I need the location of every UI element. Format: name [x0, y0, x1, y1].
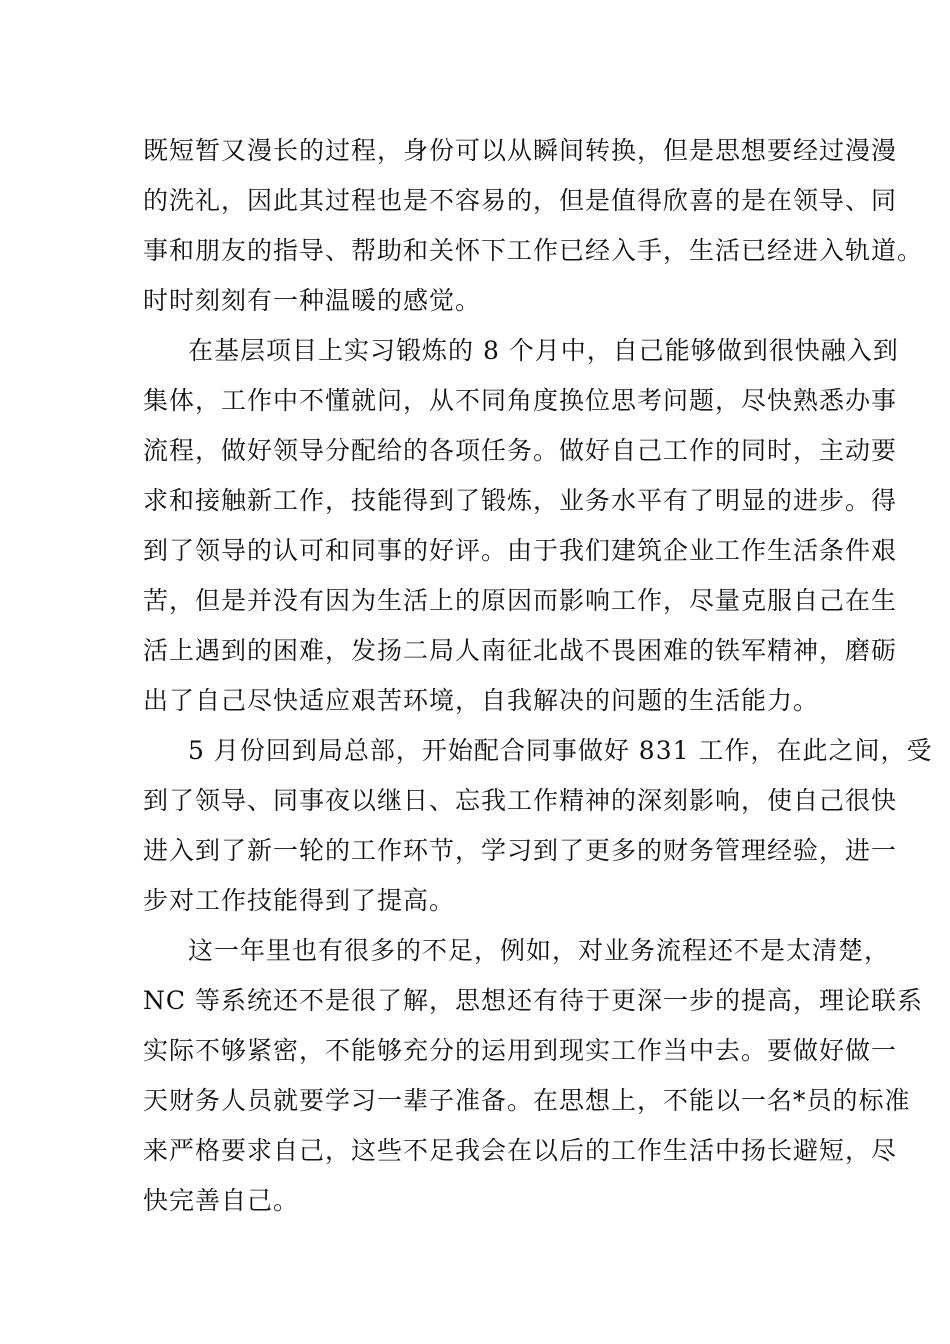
text-line: 集体，工作中不懂就问，从不同角度换位思考问题，尽快熟悉办事 [143, 386, 898, 415]
text-line: 步对工作技能得到了提高。 [143, 886, 456, 915]
text-line: 的洗礼，因此其过程也是不容易的，但是值得欣喜的是在领导、同 [143, 186, 898, 215]
text-line: 活上遇到的困难，发扬二局人南征北战不畏困难的铁军精神，磨砺 [143, 636, 898, 665]
text-line: 进入到了新一轮的工作环节，学习到了更多的财务管理经验，进一 [143, 836, 898, 865]
text-line: 来严格要求自己，这些不足我会在以后的工作生活中扬长避短，尽 [143, 1136, 898, 1165]
text-line: 苦，但是并没有因为生活上的原因而影响工作，尽量克服自己在生 [143, 586, 898, 615]
text-line: 实际不够紧密，不能够充分的运用到现实工作当中去。要做好做一 [143, 1036, 898, 1065]
text-line: 天财务人员就要学习一辈子准备。在思想上，不能以一名*员的标准 [143, 1086, 911, 1115]
text-line: 时时刻刻有一种温暖的感觉。 [143, 286, 482, 315]
text-line: 到了领导的认可和同事的好评。由于我们建筑企业工作生活条件艰 [143, 536, 898, 565]
paragraph-start-line: 在基层项目上实习锻炼的 8 个月中，自己能够做到很快融入到 [188, 336, 899, 365]
paragraph-start-line: 5 月份回到局总部，开始配合同事做好 831 工作，在此之间，受 [188, 736, 933, 765]
text-line: 快完善自己。 [143, 1186, 300, 1215]
text-line: 既短暂又漫长的过程，身份可以从瞬间转换，但是思想要经过漫漫 [143, 136, 898, 165]
text-line: 流程，做好领导分配给的各项任务。做好自己工作的同时，主动要 [143, 436, 898, 465]
text-line: 求和接触新工作，技能得到了锻炼，业务水平有了明显的进步。得 [143, 486, 898, 515]
text-line: 到了领导、同事夜以继日、忘我工作精神的深刻影响，使自己很快 [143, 786, 898, 815]
paragraph-start-line: 这一年里也有很多的不足，例如，对业务流程还不是太清楚， [188, 936, 891, 965]
text-line: 出了自己尽快适应艰苦环境，自我解决的问题的生活能力。 [143, 686, 820, 715]
text-line: NC 等系统还不是很了解，思想还有待于更深一步的提高，理论联系 [143, 986, 923, 1015]
text-line: 事和朋友的指导、帮助和关怀下工作已经入手，生活已经进入轨道。 [143, 236, 924, 265]
